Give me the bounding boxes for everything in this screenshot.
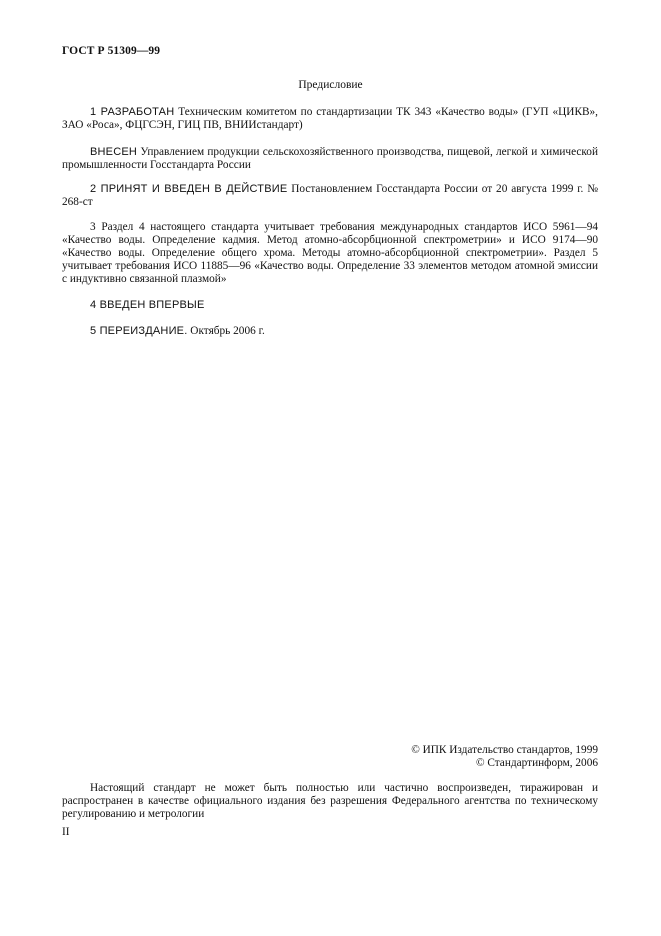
item-text: Постановлением Госстандарта России от 20 августа 1999 г. № 268-ст [62,183,599,208]
foreword-item-introduced [62,146,598,172]
item-text: Октябрь 2006 г. [187,325,265,337]
reproduction-notice: Настоящий стандарт не может быть полностью или частично воспроизведен, тиражирован и распространен в качестве официального издания без разрешения Федерального агентства по техническому регулированию и метрологии [62,782,598,820]
item-text: Техническим комитетом по стандартизации ТК 343 «Качество воды» (ГУП «ЦИКВ», ЗАО «Роса», ФЦГСЭН, ГИЦ ПВ, ВНИИстандарт) [62,106,598,131]
foreword-title: Предисловие [298,79,363,91]
foreword-item-first-introduced [62,299,598,312]
copyright-line-2: © Стандартинформ, 2006 [475,757,598,769]
item-text: Управлением продукции сельскохозяйственного производства, пищевой, легкой и химической промышленности Госстандарта России [62,146,598,171]
foreword-item-adopted [62,183,598,209]
item-lead: 1 РАЗРАБОТАН [90,106,175,118]
document-code: ГОСТ Р 51309—99 [62,45,161,57]
page-number: II [62,826,70,838]
foreword-item-reissue [62,325,598,338]
item-lead: 5 ПЕРЕИЗДАНИЕ. [90,325,188,337]
foreword-item-international-standards [62,221,598,286]
item-lead: 2 ПРИНЯТ И ВВЕДЕН В ДЕЙСТВИЕ [90,183,288,195]
item-lead: 4 ВВЕДЕН ВПЕРВЫЕ [90,299,205,311]
copyright-line-1: © ИПК Издательство стандартов, 1999 [411,744,598,756]
item-text: 3 Раздел 4 настоящего стандарта учитывает требования международных стандартов ИСО 5961—94 «Качество воды. Определение кадмия. Метод атомно-абсорбционной спектрометрии» и ИСО 9174—90 «Качество воды. Определение общего хрома. Методы атомно-абсорбционной спектрометрии». Раздел 5 учитывает требования ИСО 11885—96 «Качество воды. Определение 33 элементов методом атомной эмиссии с индуктивно связанной плазмой» [62,221,598,285]
foreword-item-developed [62,106,598,132]
item-lead: ВНЕСЕН [90,146,138,158]
